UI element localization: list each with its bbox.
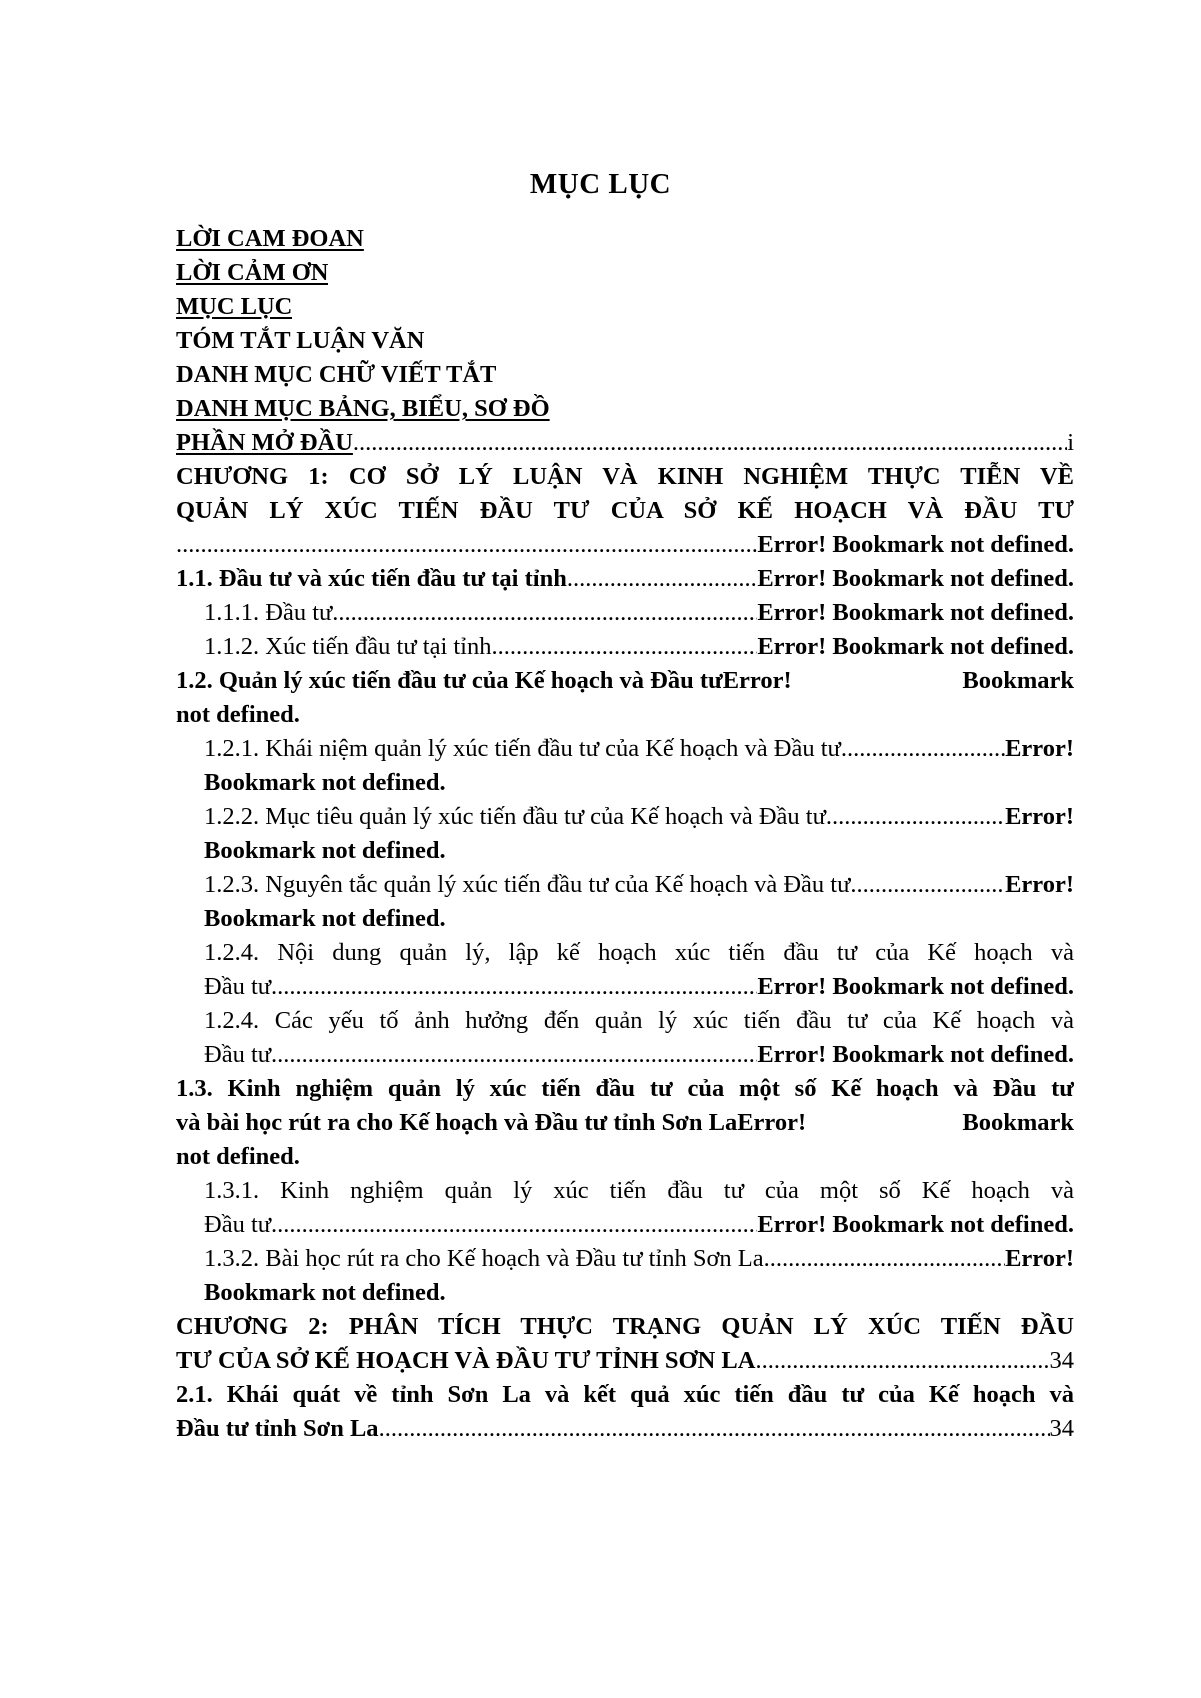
toc-entry-1-2-4b-line2[interactable] [204, 1038, 1074, 1072]
bookmark-error: Error! Bookmark not defined. [757, 1041, 1074, 1068]
toc-entry-1-3-1-line1[interactable]: 1.3.1. Kinh nghiệm quản lý xúc tiến đầu tư của một số Kế hoạch và [204, 1177, 1074, 1204]
toc-entry-text: 1.2.2. Mục tiêu quản lý xúc tiến đầu tư của Kế hoạch và Đầu tư [204, 803, 826, 830]
leader-dots [755, 1344, 1049, 1378]
bookmark-error: not defined. [176, 701, 300, 728]
toc-entry-text: 1.1.1. Đầu tư [204, 599, 333, 626]
toc-entry-1-2[interactable] [176, 664, 1074, 698]
bookmark-error: Bookmark [962, 667, 1074, 694]
page-title: MỤC LỤC [529, 168, 672, 200]
page-number: 34 [1049, 1415, 1074, 1442]
leader-dots [764, 1242, 1005, 1276]
toc-entry-1-1[interactable] [176, 562, 1074, 596]
toc-chapter-2-line1[interactable]: CHƯƠNG 2: PHÂN TÍCH THỰC TRẠNG QUẢN LÝ XÚC TIẾN ĐẦU [176, 1313, 1074, 1340]
bookmark-error: Error! Bookmark not defined. [757, 1211, 1074, 1238]
toc-entry-1-3-1-line2[interactable] [204, 1208, 1074, 1242]
toc-entry-1-2-4b-line1[interactable]: 1.2.4. Các yếu tố ảnh hưởng đến quản lý xúc tiến đầu tư của Kế hoạch và [204, 1007, 1074, 1034]
toc-entry-1-2-1[interactable] [204, 732, 1074, 766]
toc-entry-text: TƯ CỦA SỞ KẾ HOẠCH VÀ ĐẦU TƯ TỈNH SƠN LA [176, 1347, 756, 1374]
toc-chapter-1-line1[interactable]: CHƯƠNG 1: CƠ SỞ LÝ LUẬN VÀ KINH NGHIỆM THỰC TIỄN VỀ [176, 463, 1074, 490]
toc-entry-1-3-line2[interactable] [176, 1106, 1074, 1140]
leader-dots [841, 732, 1005, 766]
bookmark-error: Error! Bookmark not defined. [757, 599, 1074, 626]
toc-entry-text: Đầu tư [204, 973, 272, 1000]
toc-entry-1-3-line1[interactable]: 1.3. Kinh nghiệm quản lý xúc tiến đầu tư của một số Kế hoạch và Đầu tư [176, 1075, 1074, 1102]
leader-dots [379, 1412, 1050, 1446]
toc-item-tom-tat: TÓM TẮT LUẬN VĂN [176, 327, 425, 354]
bookmark-error: Error! [722, 667, 792, 694]
toc-chapter-1-line3[interactable] [176, 528, 1074, 562]
toc-link-muc-luc[interactable]: MỤC LỤC [176, 293, 293, 320]
bookmark-error: Error! [1005, 871, 1074, 898]
leader-dots [492, 630, 758, 664]
toc-entry-2-1-line2[interactable] [176, 1412, 1074, 1446]
toc-entry-2-1-line1[interactable]: 2.1. Khái quát về tỉnh Sơn La và kết quả xúc tiến đầu tư của Kế hoạch và [176, 1381, 1074, 1408]
bookmark-error: Error! [737, 1109, 807, 1136]
bookmark-error: Error! [1005, 735, 1074, 762]
bookmark-error: Error! Bookmark not defined. [757, 531, 1074, 558]
toc-entry-text: 1.2.1. Khái niệm quản lý xúc tiến đầu tư của Kế hoạch và Đầu tư [204, 735, 841, 762]
toc-entry-text: 1.1.2. Xúc tiến đầu tư tại tỉnh [204, 633, 492, 660]
toc-entry-1-1-2[interactable] [204, 630, 1074, 664]
bookmark-error: Bookmark [962, 1109, 1074, 1136]
page-number: 34 [1049, 1347, 1074, 1374]
toc-entry-text-with-error: 1.2. Quản lý xúc tiến đầu tư của Kế hoạch và Đầu tưError! [176, 667, 792, 694]
leader-dots [332, 596, 757, 630]
bookmark-error: Error! [1005, 803, 1074, 830]
toc-entry-text: PHẦN MỞ ĐẦU [176, 429, 353, 456]
toc-entry-intro[interactable] [176, 426, 1074, 460]
toc-entry-1-2-4a-line1[interactable]: 1.2.4. Nội dung quản lý, lập kế hoạch xúc tiến đầu tư của Kế hoạch và [204, 939, 1074, 966]
toc-entry-text: Đầu tư [204, 1211, 272, 1238]
leader-dots [826, 800, 1005, 834]
bookmark-error: Bookmark not defined. [204, 769, 446, 796]
leader-dots [271, 1038, 757, 1072]
toc-entry-1-2-4a-line2[interactable] [204, 970, 1074, 1004]
bookmark-error: Bookmark not defined. [204, 1279, 446, 1306]
toc-link-danh-muc-bang[interactable]: DANH MỤC BẢNG, BIỂU, SƠ ĐỒ [176, 395, 550, 422]
bookmark-error: Error! Bookmark not defined. [757, 973, 1074, 1000]
leader-dots [176, 528, 757, 562]
toc-entry-text-with-error: và bài học rút ra cho Kế hoạch và Đầu tư tỉnh Sơn LaError! [176, 1109, 807, 1136]
leader-dots [271, 1208, 757, 1242]
toc-item-chu-viet-tat: DANH MỤC CHỮ VIẾT TẮT [176, 361, 497, 388]
leader-dots [353, 426, 1067, 460]
leader-dots [271, 970, 757, 1004]
toc-entry-1-2-2[interactable] [204, 800, 1074, 834]
bookmark-error: Error! Bookmark not defined. [757, 633, 1074, 660]
bookmark-error: Error! Bookmark not defined. [757, 565, 1074, 592]
toc-chapter-2-line2[interactable] [176, 1344, 1074, 1378]
page-number: i [1067, 429, 1074, 456]
bookmark-error: Error! [1005, 1245, 1074, 1272]
toc-entry-text: Đầu tư tỉnh Sơn La [176, 1415, 379, 1442]
toc-entry-text: 1.2.3. Nguyên tắc quản lý xúc tiến đầu tư của Kế hoạch và Đầu tư [204, 871, 851, 898]
bookmark-error: Bookmark not defined. [204, 905, 446, 932]
leader-dots [567, 562, 757, 596]
bookmark-error: Bookmark not defined. [204, 837, 446, 864]
toc-entry-text: 1.3.2. Bài học rút ra cho Kế hoạch và Đầu tư tỉnh Sơn La [204, 1245, 764, 1272]
toc-entry-text: Đầu tư [204, 1041, 272, 1068]
toc-entry-1-2-3[interactable] [204, 868, 1074, 902]
toc-link-loi-cam-on[interactable]: LỜI CẢM ƠN [176, 259, 329, 286]
toc-entry-text: 1.1. Đầu tư và xúc tiến đầu tư tại tỉnh [176, 565, 567, 592]
toc-entry-1-3-2[interactable] [204, 1242, 1074, 1276]
toc-entry-1-1-1[interactable] [204, 596, 1074, 630]
toc-link-loi-cam-doan[interactable]: LỜI CAM ĐOAN [176, 225, 364, 252]
leader-dots [850, 868, 1005, 902]
bookmark-error: not defined. [176, 1143, 300, 1170]
toc-chapter-1-line2[interactable]: QUẢN LÝ XÚC TIẾN ĐẦU TƯ CỦA SỞ KẾ HOẠCH VÀ ĐẦU TƯ [176, 497, 1074, 524]
